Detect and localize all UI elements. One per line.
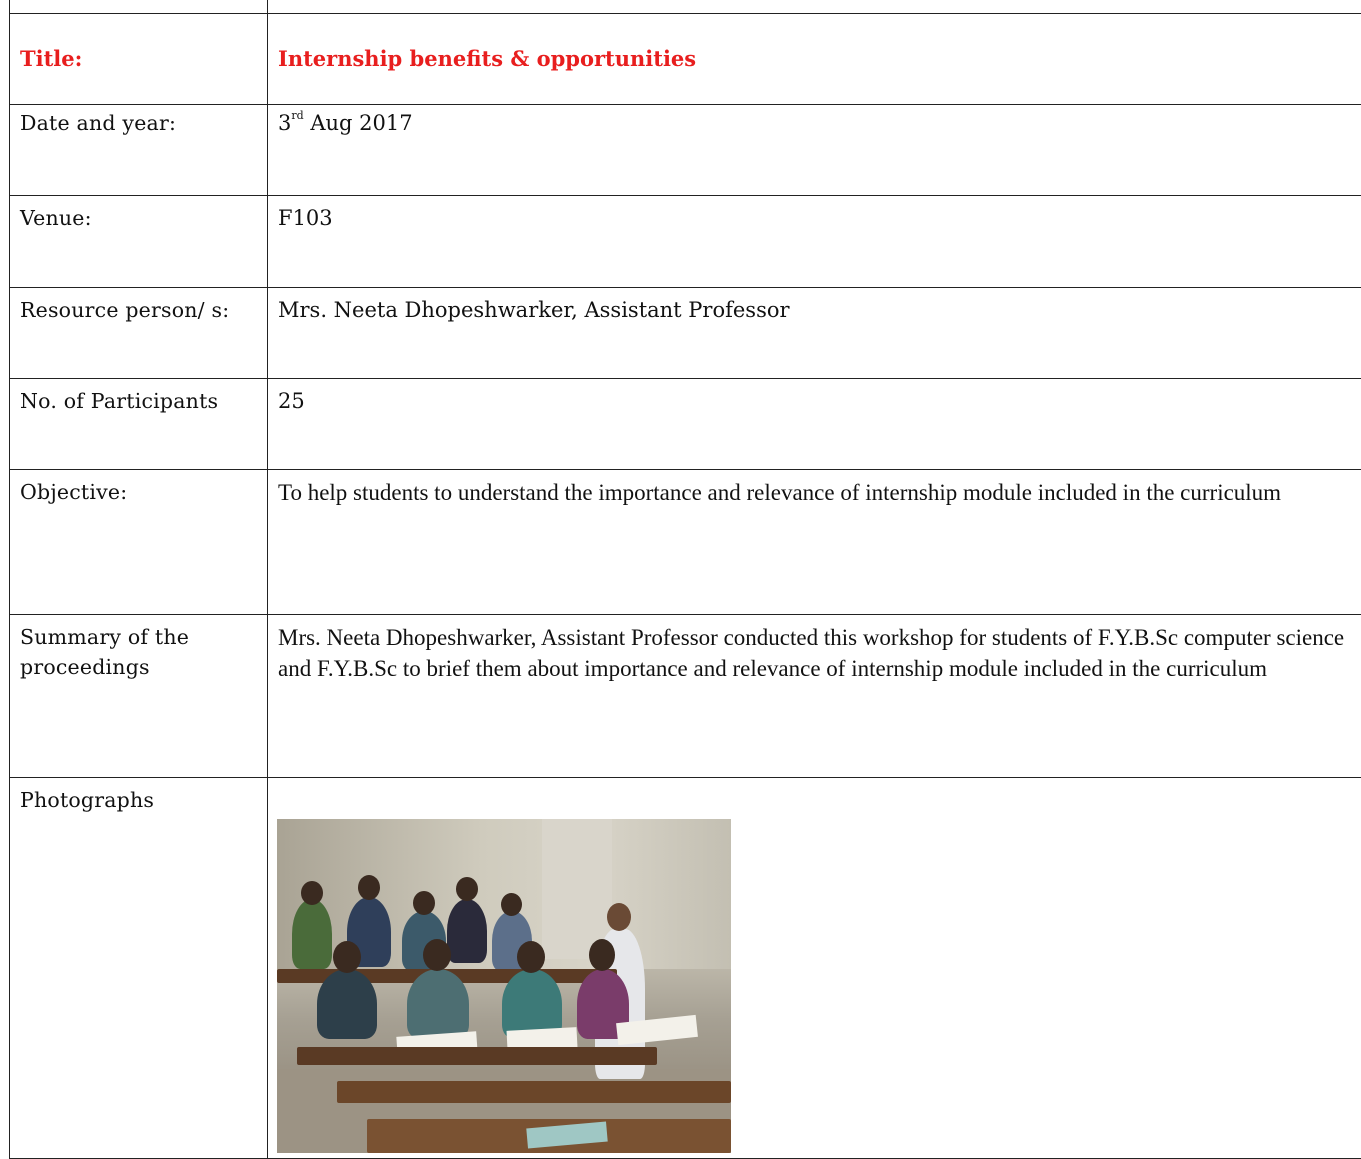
- title-value: Internship benefits & opportunities: [268, 14, 1361, 105]
- photo-head: [607, 903, 631, 931]
- photo-bench: [337, 1081, 731, 1103]
- photo-head: [423, 939, 451, 971]
- photo-student: [447, 899, 487, 963]
- photo-head: [333, 941, 361, 973]
- date-label: Date and year:: [10, 105, 268, 196]
- resource-label: Resource person/ s:: [10, 288, 268, 379]
- top-spacer-left: [10, 0, 268, 14]
- photo-head: [456, 877, 478, 901]
- photo-student: [292, 899, 332, 969]
- venue-row: [10, 196, 1361, 288]
- resource-row: [10, 288, 1361, 379]
- summary-label: Summary of the proceedings: [10, 615, 268, 778]
- date-value: [268, 105, 1361, 196]
- photo-student: [317, 969, 377, 1039]
- summary-row: [10, 615, 1361, 778]
- date-suffix: rd: [291, 109, 303, 122]
- photo-head: [589, 939, 615, 971]
- date-day: 3: [278, 111, 291, 135]
- venue-label: Venue:: [10, 196, 268, 288]
- date-row: [10, 105, 1361, 196]
- photo-head: [358, 875, 380, 900]
- participants-row: [10, 379, 1361, 470]
- summary-value: Mrs. Neeta Dhopeshwarker, Assistant Professor conducted this workshop for students of F.Y.B.Sc computer science and F.Y.B.Sc to brief them about importance and relevance of internship module included in the curriculum: [268, 615, 1361, 778]
- objective-label: Objective:: [10, 470, 268, 615]
- top-spacer-right: [268, 0, 1361, 14]
- objective-row: [10, 470, 1361, 615]
- date-rest: Aug 2017: [304, 111, 413, 135]
- title-row: [10, 14, 1361, 105]
- photo-student: [407, 969, 469, 1039]
- photo-door: [542, 819, 612, 959]
- title-label: Title:: [10, 14, 268, 105]
- photographs-label: Photographs: [10, 778, 268, 1159]
- venue-value: F103: [268, 196, 1361, 288]
- objective-value: To help students to understand the importance and relevance of internship module included in the curriculum: [268, 470, 1361, 615]
- participants-label: No. of Participants: [10, 379, 268, 470]
- photo-head: [517, 941, 545, 973]
- participants-value: 25: [268, 379, 1361, 470]
- photo-bench: [297, 1047, 657, 1065]
- photo-head: [501, 893, 522, 916]
- classroom-photo: [277, 819, 731, 1153]
- photo-head: [413, 891, 435, 915]
- photo-head: [301, 881, 323, 905]
- resource-value: Mrs. Neeta Dhopeshwarker, Assistant Professor: [268, 288, 1361, 379]
- top-spacer-row: [10, 0, 1361, 14]
